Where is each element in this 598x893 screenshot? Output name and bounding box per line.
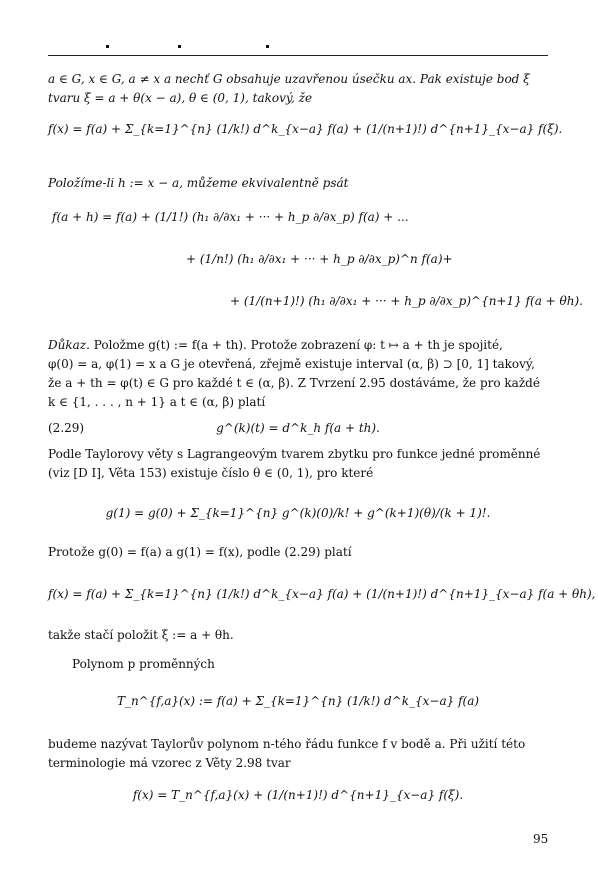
proof-line-1 xyxy=(48,338,548,352)
paragraph-line-3: Protože g(0) = f(a) a g(1) = f(x), podle (2.29) platí xyxy=(48,545,352,559)
paragraph-line-6: budeme nazývat Taylorův polynom n-tého řádu funkce f v bodě a. Při užití této xyxy=(48,737,526,751)
equation-expansion-line-1: f(a + h) = f(a) + (1/1!) (h₁ ∂/∂x₁ + ··· + h_p ∂/∂x_p) f(a) + ... xyxy=(52,210,409,224)
equation-taylor-xi: f(x) = f(a) + Σ_{k=1}^{n} (1/k!) d^k_{x−a} f(a) + (1/(n+1)!) d^{n+1}_{x−a} f(ξ). xyxy=(48,122,563,136)
paragraph-line-2: (viz [D I], Věta 153) existuje číslo θ ∈ (0, 1), pro které xyxy=(48,466,374,480)
header-mark xyxy=(106,45,109,48)
equation-number: (2.29) xyxy=(48,421,85,435)
proof-line-4: k ∈ {1, . . . , n + 1} a t ∈ (α, β) platí xyxy=(48,395,266,409)
equation-expansion-line-3: + (1/(n+1)!) (h₁ ∂/∂x₁ + ··· + h_p ∂/∂x_p)^{n+1} f(a + θh). xyxy=(230,294,583,308)
proof-line-2: φ(0) = a, φ(1) = x a G je otevřená, zřejmě existuje interval (α, β) ⊃ [0, 1] takový, xyxy=(48,357,535,371)
equation-taylor-polynomial: T_n^{f,a}(x) := f(a) + Σ_{k=1}^{n} (1/k!) d^k_{x−a} f(a) xyxy=(116,694,480,708)
theorem-text-line-2: tvaru ξ = a + θ(x − a), θ ∈ (0, 1), takový, že xyxy=(48,91,313,105)
paragraph-line-4: takže stačí položit ξ := a + θh. xyxy=(48,628,234,642)
equation-taylor-remainder: f(x) = T_n^{f,a}(x) + (1/(n+1)!) d^{n+1}_{x−a} f(ξ). xyxy=(132,788,464,802)
paragraph-line-5: Polynom p proměnných xyxy=(72,657,215,671)
proof-text: Položme g(t) := f(a + th). Protože zobrazení φ: t ↦ a + th je spojité, xyxy=(93,338,503,352)
theorem-text-line-3: Položíme-li h := x − a, můžeme ekvivalentně psát xyxy=(48,176,349,190)
paragraph-line-7: terminologie má vzorec z Věty 2.98 tvar xyxy=(48,756,291,770)
proof-label: Důkaz. xyxy=(48,338,90,352)
equation-g-expansion: g(1) = g(0) + Σ_{k=1}^{n} g^(k)(0)/k! + g^(k+1)(θ)/(k + 1)!. xyxy=(105,506,491,520)
proof-line-3: že a + th = φ(t) ∈ G pro každé t ∈ (α, β). Z Tvrzení 2.95 dostáváme, že pro každé xyxy=(48,376,540,390)
equation-expansion-line-2: + (1/n!) (h₁ ∂/∂x₁ + ··· + h_p ∂/∂x_p)^n f(a)+ xyxy=(186,252,453,266)
header-mark xyxy=(266,45,269,48)
header-mark xyxy=(178,45,181,48)
theorem-text-line-1: a ∈ G, x ∈ G, a ≠ x a nechť G obsahuje uzavřenou úsečku ax. Pak existuje bod ξ xyxy=(48,72,530,86)
header-rule xyxy=(48,55,548,56)
equation-f-expansion: f(x) = f(a) + Σ_{k=1}^{n} (1/k!) d^k_{x−a} f(a) + (1/(n+1)!) d^{n+1}_{x−a} f(a + θh), xyxy=(48,587,596,601)
equation-2-29: g^(k)(t) = d^k_h f(a + th). xyxy=(216,421,380,435)
page-number: 95 xyxy=(533,832,549,846)
paragraph-line-1: Podle Taylorovy věty s Lagrangeovým tvarem zbytku pro funkce jedné proměnné xyxy=(48,447,541,461)
